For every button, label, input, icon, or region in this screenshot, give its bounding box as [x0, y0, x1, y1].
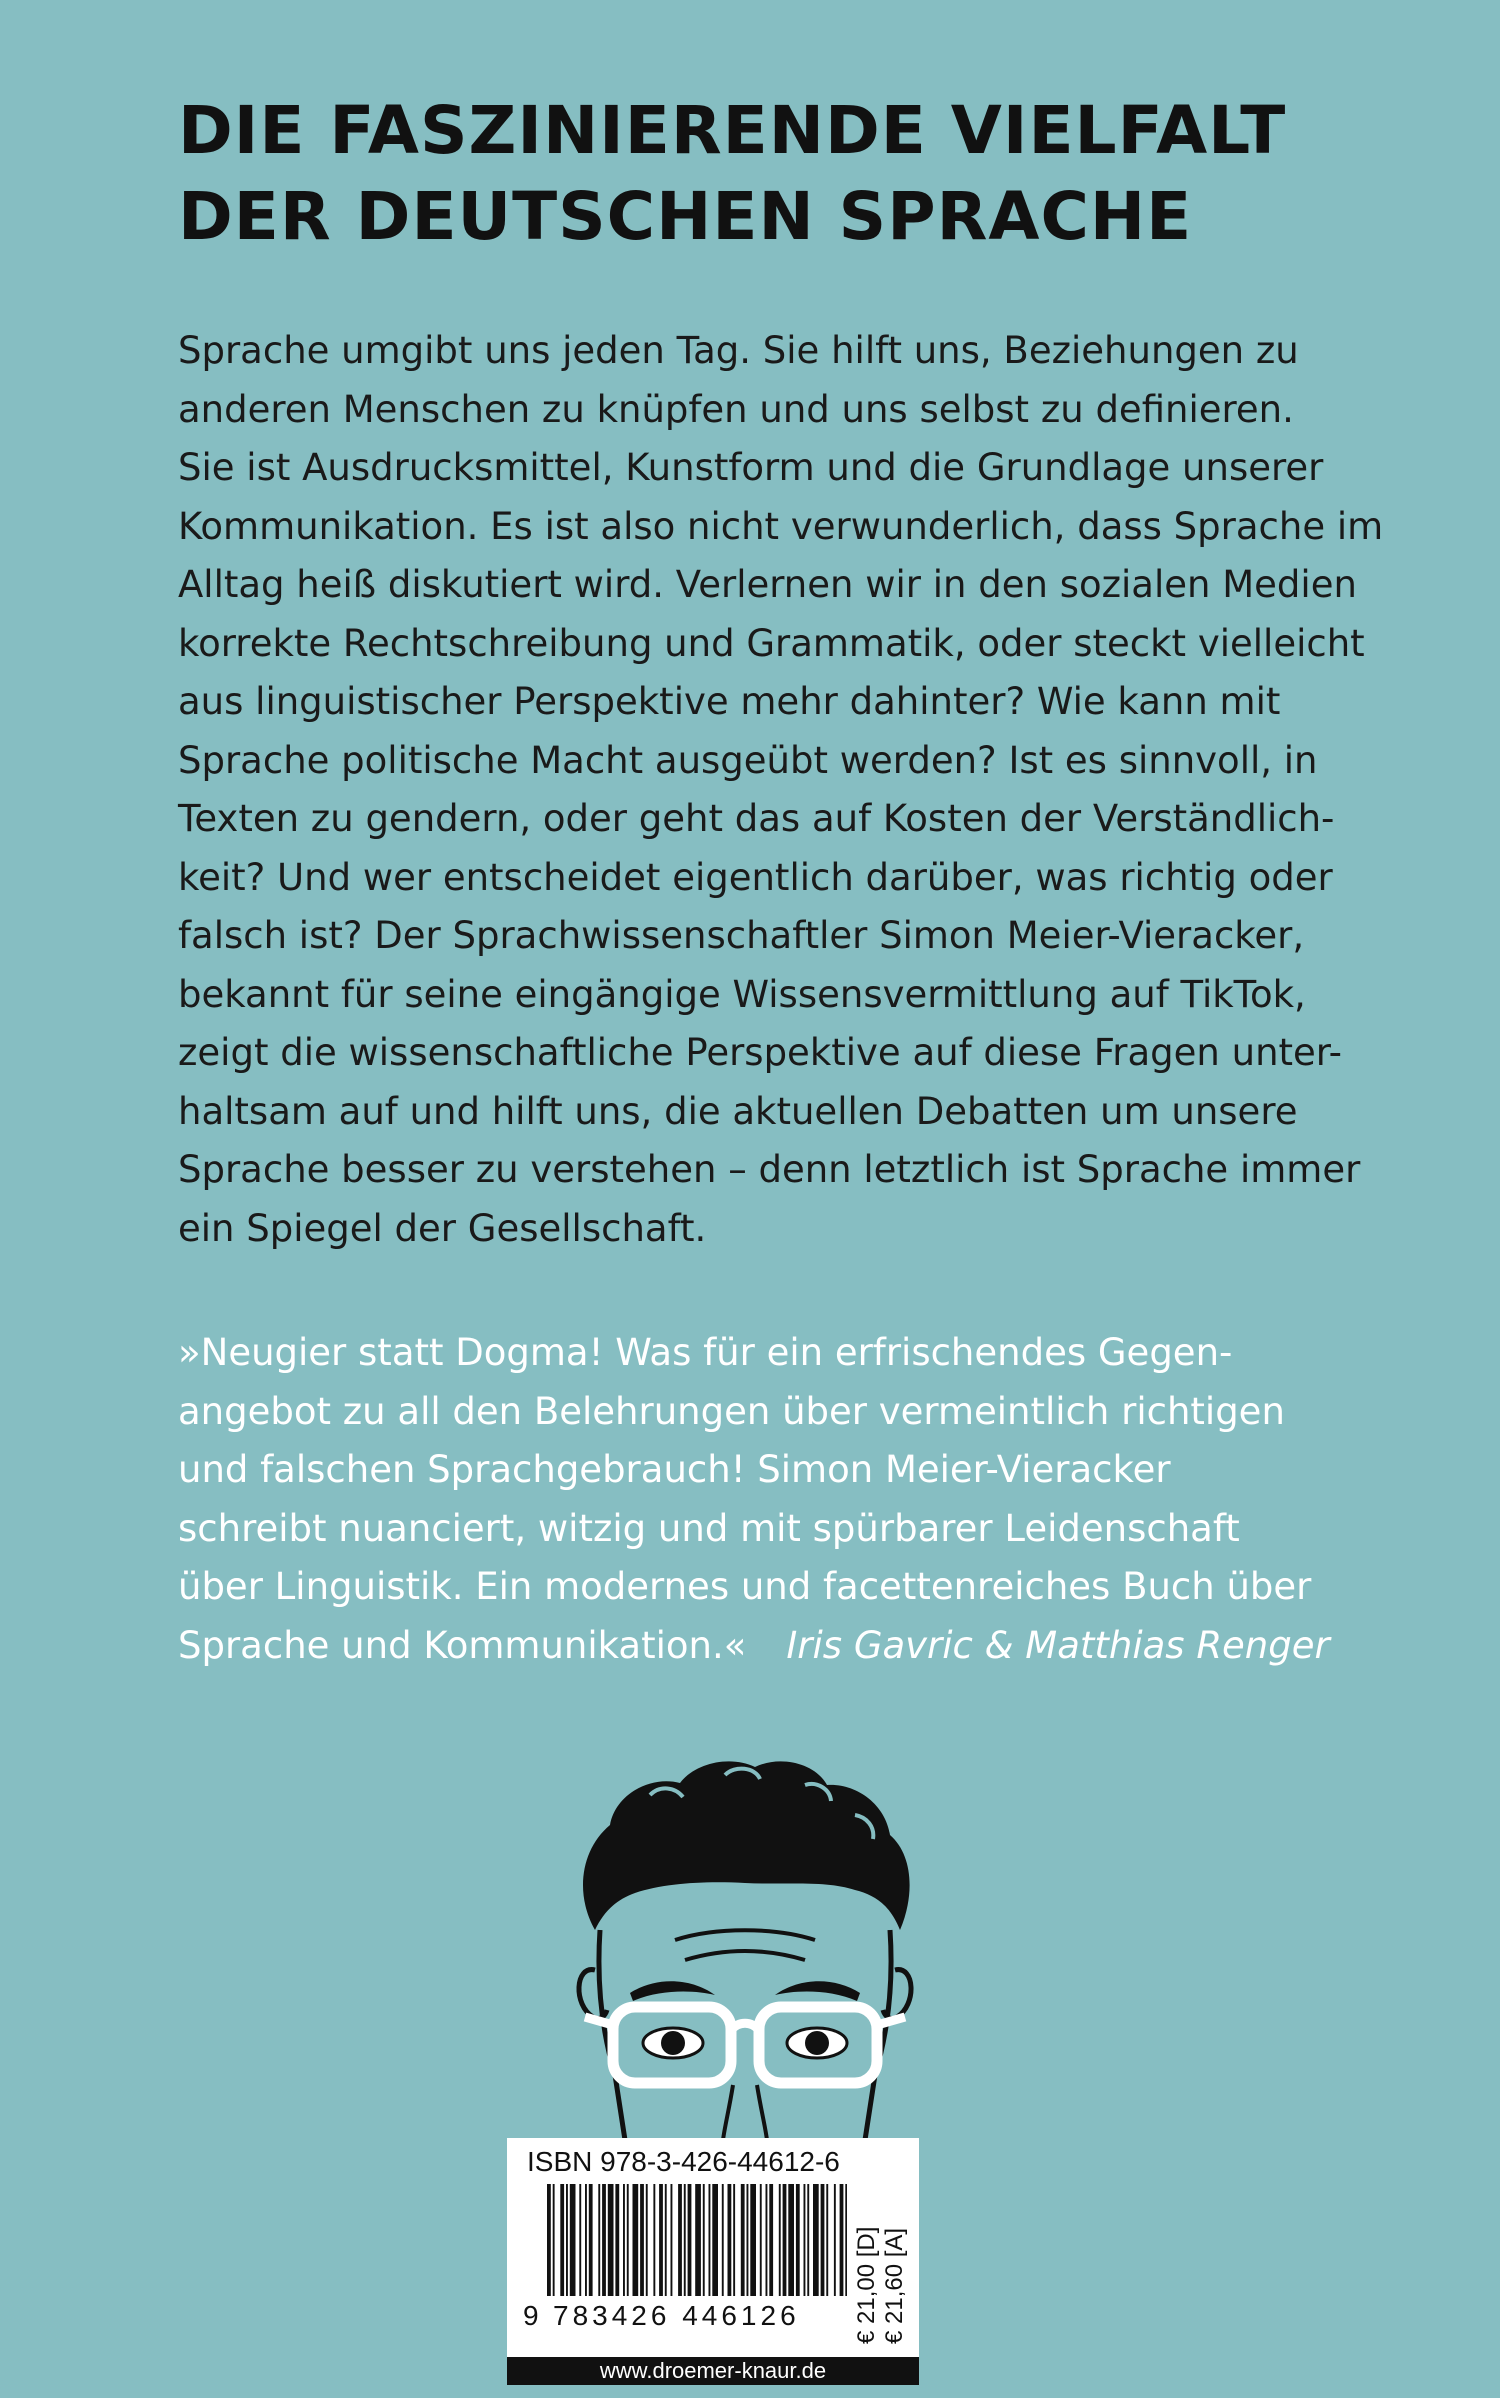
headline	[178, 88, 1378, 260]
barcode-box	[507, 2138, 919, 2357]
barcode-bar	[684, 2184, 686, 2296]
barcode-bar	[845, 2184, 847, 2296]
description-line: Sprache besser zu verstehen – denn letztlich ist Sprache immer	[178, 1148, 1361, 1191]
barcode-bar	[598, 2184, 600, 2296]
barcode-bar	[566, 2184, 568, 2296]
headline-line: DER DEUTSCHEN SPRACHE	[178, 178, 1193, 255]
eyebrow-right	[775, 1981, 860, 2001]
barcode-bar	[766, 2184, 768, 2296]
barcode-bar	[646, 2184, 648, 2296]
barcode-bar	[589, 2184, 593, 2296]
quote-line: und falschen Sprachgebrauch! Simon Meier-Vieracker	[178, 1448, 1171, 1491]
barcode-bar	[547, 2184, 551, 2296]
barcode-bar	[712, 2184, 718, 2296]
description-line: Texten zu gendern, oder geht das auf Kosten der Verständlich-	[178, 797, 1335, 840]
barcode-bar	[826, 2184, 828, 2296]
barcode-bar	[623, 2184, 625, 2296]
description-line: Kommunikation. Es ist also nicht verwunderlich, dass Sprache im	[178, 504, 1384, 548]
description-line: anderen Menschen zu knüpfen und uns selbst zu definieren.	[178, 387, 1294, 431]
barcode-bar	[821, 2184, 825, 2296]
author-portrait-illustration	[555, 1755, 935, 2140]
barcode-bar	[709, 2184, 711, 2296]
barcode-bar	[733, 2184, 735, 2296]
barcode-bar	[779, 2184, 781, 2296]
barcode-bar	[627, 2184, 629, 2296]
barcode-bar	[653, 2184, 655, 2296]
price-germany: € 21,00 [D]	[853, 2226, 880, 2344]
barcode-bar	[640, 2184, 644, 2296]
eyebrow-left	[630, 1981, 715, 2001]
barcode-bar	[796, 2184, 800, 2296]
description-line: Alltag heiß diskutiert wird. Verlernen wir in den sozialen Medien	[178, 563, 1357, 606]
description-line: falsch ist? Der Sprachwissenschaftler Simon Meier-Vieracker,	[178, 914, 1305, 957]
glasses-bridge	[731, 2023, 759, 2030]
quote-line: angebot zu all den Belehrungen über vermeintlich richtigen	[178, 1389, 1285, 1433]
barcode-bars	[547, 2184, 847, 2296]
barcode-bar	[813, 2184, 819, 2296]
barcode-bar	[570, 2184, 576, 2296]
barcode-bar	[783, 2184, 787, 2296]
quote-line: schreibt nuanciert, witzig und mit spürbarer Leidenschaft	[178, 1506, 1240, 1550]
barcode-bar	[722, 2184, 724, 2296]
barcode-bar	[703, 2184, 705, 2296]
barcode-bar	[695, 2184, 701, 2296]
barcode-bar	[728, 2184, 732, 2296]
barcode-bar	[553, 2184, 555, 2296]
barcode-first-digit: 9	[523, 2300, 539, 2331]
barcode-bar	[804, 2184, 806, 2296]
description-line: ein Spiegel der Gesellschaft.	[178, 1206, 707, 1250]
quote-author: Iris Gavric & Matthias Renger	[786, 1623, 1330, 1667]
isbn-label: ISBN 978-3-426-44612-6	[527, 2146, 840, 2177]
face-outline	[599, 1930, 891, 2140]
quote-line: über Linguistik. Ein modernes und facettenreiches Buch über	[178, 1565, 1312, 1608]
barcode-bar	[659, 2184, 663, 2296]
description-line: bekannt für seine eingängige Wissensvermittlung auf TikTok,	[178, 972, 1306, 1016]
barcode-bar	[834, 2184, 836, 2296]
barcode-bar	[760, 2184, 762, 2296]
barcode-bar	[671, 2184, 673, 2296]
description-line: haltsam auf und hilft uns, die aktuellen Debatten um unsere	[178, 1089, 1298, 1133]
barcode-bar	[633, 2184, 639, 2296]
description-line: Sprache umgibt uns jeden Tag. Sie hilft uns, Beziehungen zu	[178, 329, 1299, 372]
quote-line: Sprache und Kommunikation.«	[178, 1623, 747, 1667]
price-austria: € 21,60 [A]	[881, 2227, 908, 2344]
barcode-bar	[602, 2184, 606, 2296]
hair-shape	[583, 1761, 910, 1930]
description-line: Sprache politische Macht ausgeübt werden? Ist es sinnvoll, in	[178, 738, 1318, 782]
description-text	[178, 322, 1384, 1258]
review-quote	[178, 1324, 1338, 1675]
description-line: korrekte Rechtschreibung und Grammatik, oder steckt vielleicht	[178, 621, 1365, 665]
barcode-bar	[688, 2184, 692, 2296]
barcode-bar	[615, 2184, 619, 2296]
description-line: aus linguistischer Perspektive mehr dahinter? Wie kann mit	[178, 680, 1281, 723]
barcode-bar	[750, 2184, 756, 2296]
barcode-bar	[788, 2184, 794, 2296]
headline-line: DIE FASZINIERENDE VIELFALT	[178, 92, 1287, 169]
description-line: zeigt die wissenschaftliche Perspektive auf diese Fragen unter-	[178, 1031, 1343, 1074]
barcode-bar	[560, 2184, 564, 2296]
barcode-bar	[741, 2184, 745, 2296]
barcode-bar	[665, 2184, 667, 2296]
barcode-bar	[747, 2184, 749, 2296]
quote-last-line	[178, 1617, 1338, 1676]
barcode-bar	[585, 2184, 587, 2296]
barcode-bar	[769, 2184, 773, 2296]
quote-line: »Neugier statt Dogma! Was für ein erfrischendes Gegen-	[178, 1331, 1233, 1374]
barcode-bar	[608, 2184, 614, 2296]
barcode-bar	[807, 2184, 809, 2296]
barcode-bar	[840, 2184, 844, 2296]
description-line: keit? Und wer entscheidet eigentlich darüber, was richtig oder	[178, 855, 1333, 899]
publisher-website[interactable]: www.droemer-knaur.de	[507, 2357, 919, 2385]
barcode-bar	[678, 2184, 682, 2296]
description-line: Sie ist Ausdrucksmittel, Kunstform und die Grundlage unserer	[178, 446, 1324, 489]
barcode-bar	[579, 2184, 581, 2296]
barcode-digits: 783426 446126	[553, 2300, 800, 2331]
